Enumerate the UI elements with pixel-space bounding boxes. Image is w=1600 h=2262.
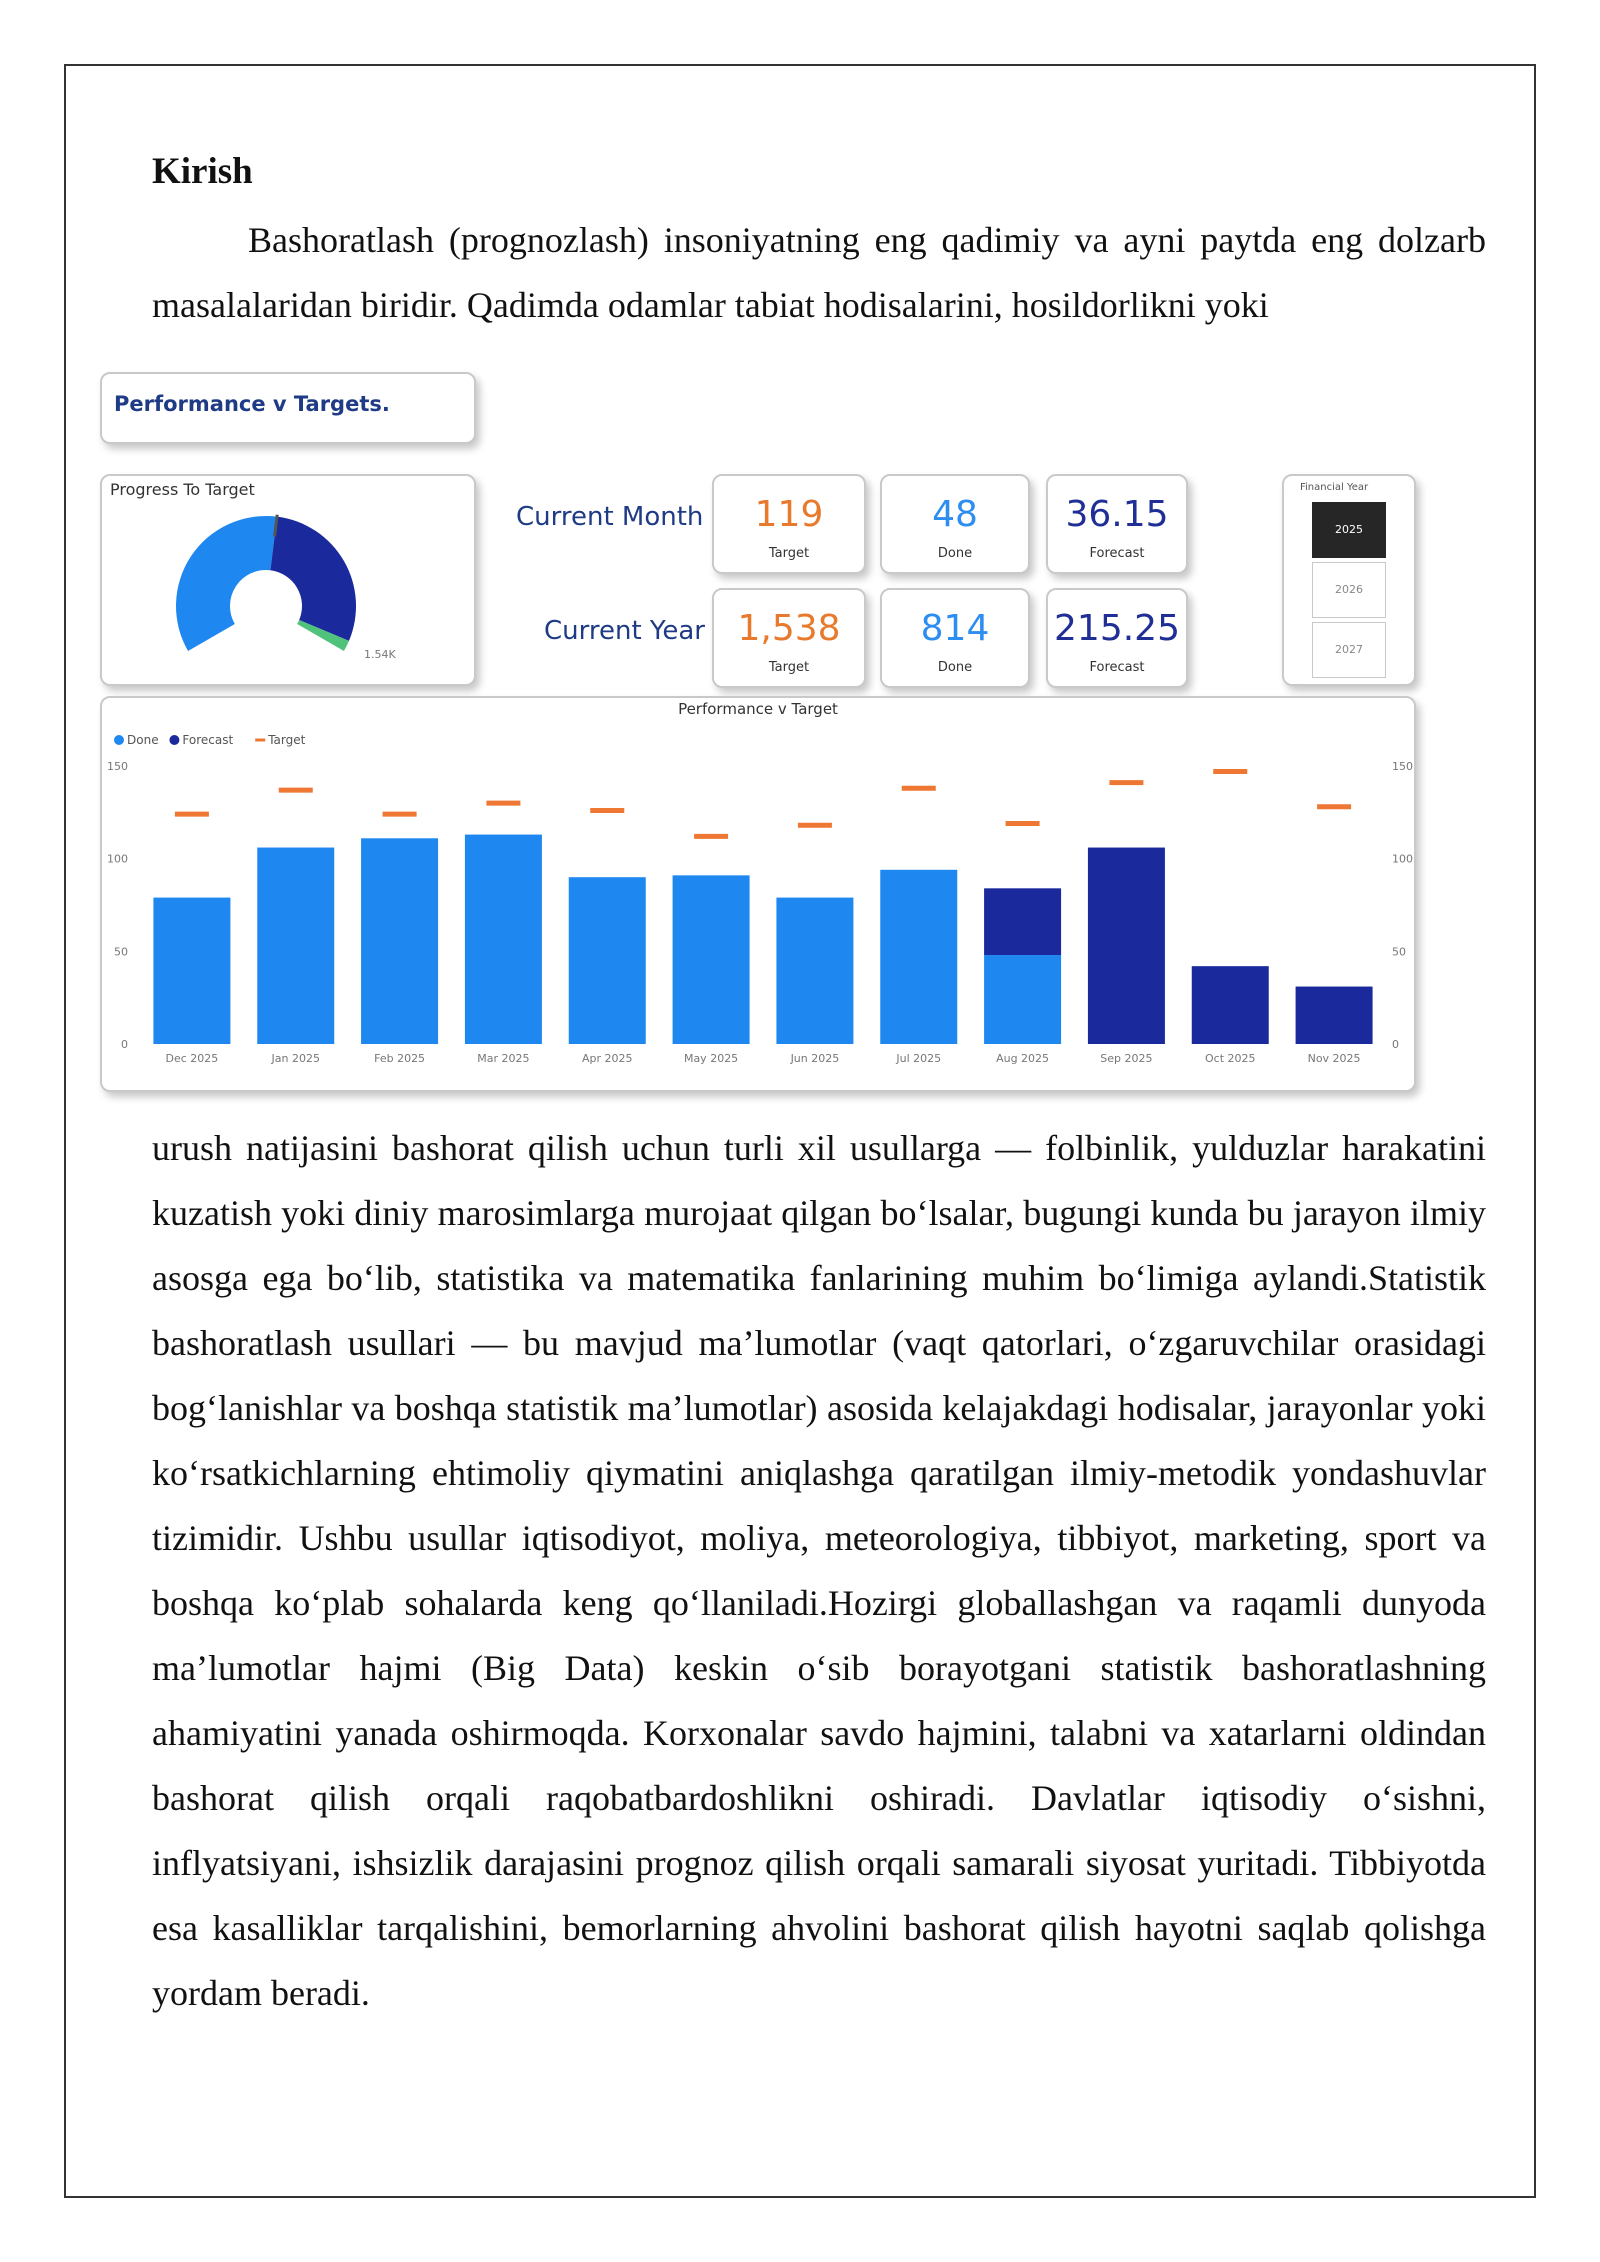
bar-done	[361, 838, 438, 1044]
section-heading: Kirish	[152, 151, 253, 192]
bar-done	[776, 898, 853, 1044]
x-tick-label: Dec 2025	[165, 1052, 219, 1065]
year-forecast-label: Forecast	[1089, 660, 1145, 675]
y-tick-label: 0	[121, 1038, 128, 1051]
year-forecast-value: 215.25	[1054, 608, 1180, 649]
month-forecast-label: Forecast	[1089, 546, 1145, 561]
dashboard-image	[96, 366, 1432, 1096]
y-tick-label: 50	[114, 945, 128, 959]
bar-done	[257, 848, 334, 1044]
performance-chart	[102, 698, 1414, 1090]
x-tick-label: Jun 2025	[790, 1052, 840, 1065]
legend-marker	[114, 735, 124, 745]
bar-forecast	[1088, 848, 1165, 1044]
financial-year-slicer	[1282, 474, 1416, 686]
year-target-label: Target	[768, 660, 810, 675]
bar-done	[153, 898, 230, 1044]
y-tick-label: 150	[107, 760, 128, 773]
x-tick-label: Jan 2025	[271, 1052, 320, 1065]
x-tick-label: Sep 2025	[1100, 1052, 1153, 1065]
gauge-title: Progress To Target	[110, 480, 255, 499]
month-target-label: Target	[768, 546, 810, 561]
month-forecast-value: 36.15	[1065, 494, 1169, 535]
fy-option-2026[interactable]: 2026	[1312, 562, 1386, 618]
month-target-card	[712, 474, 866, 574]
bar-done	[569, 877, 646, 1044]
progress-gauge-card	[100, 474, 476, 686]
fy-option-2025[interactable]: 2025	[1312, 502, 1386, 558]
performance-chart-card	[100, 696, 1416, 1092]
bar-done	[880, 870, 957, 1044]
year-target-card	[712, 588, 866, 688]
month-done-card	[880, 474, 1030, 574]
fy-option-2027[interactable]: 2027	[1312, 622, 1386, 678]
gauge-forecast-arc	[270, 517, 356, 641]
current-month-label: Current Month	[516, 502, 704, 532]
legend-label: Target	[268, 733, 306, 747]
bar-done	[984, 955, 1061, 1044]
progress-gauge	[102, 476, 474, 684]
legend-label: Forecast	[182, 733, 234, 747]
bar-forecast	[984, 888, 1061, 955]
y-tick-label-right: 100	[1392, 852, 1413, 866]
y-tick-label: 100	[107, 852, 128, 866]
month-target-value: 119	[754, 494, 824, 535]
bar-forecast	[1296, 987, 1373, 1044]
x-tick-label: May 2025	[683, 1052, 739, 1065]
year-done-label: Done	[937, 660, 973, 675]
bar-done	[673, 875, 750, 1044]
x-tick-label: Jul 2025	[896, 1052, 942, 1065]
x-tick-label: Aug 2025	[996, 1052, 1050, 1065]
year-forecast-card	[1046, 588, 1188, 688]
gauge-done-arc	[176, 516, 277, 651]
x-tick-label: Apr 2025	[581, 1052, 633, 1065]
month-done-value: 48	[932, 494, 978, 535]
x-tick-label: Oct 2025	[1204, 1052, 1256, 1065]
financial-year-title: Financial Year	[1300, 482, 1369, 493]
body-paragraph: urush natijasini bashorat qilish uchun turli xil usullarga — folbinlik, yulduzlar harakatini kuzatish yoki diniy marosimlarga murojaat qilgan bo‘lsalar, bugungi kunda bu jarayon ilmiy asosga ega bo‘lib, statistika va matematika fanlarining muhim bo‘limiga aylandi.Statistik bashoratlash usullari — bu mavjud ma’lumotlar (vaqt qatorlari, o‘zgaruvchilar orasidagi bog‘lanishlar va boshqa statistik ma’lumotlar) asosida kelajakdagi hodisalar, jarayonlar yoki ko‘rsatkichlarning ehtimoliy qiymatini aniqlashga qaratilgan ilmiy-metodik yondashuvlar tizimidir. Ushbu usullar iqtisodiyot, moliya, meteorologiya, tibbiyot, marketing, sport va boshqa ko‘plab sohalarda keng qo‘llaniladi.Hozirgi globallashgan va raqamli dunyoda ma’lumotlar hajmi (Big Data) keskin o‘sib borayotgani statistik bashoratlashning ahamiyatini yanada oshirmoqda. Korxonalar savdo hajmini, talabni va xatarlarni oldindan bashorat qilish orqali raqobatbardoshlikni oshiradi. Davlatlar iqtisodiy o‘sishni, inflyatsiyani, ishsizlik darajasini prognoz qilish orqali samarali siyosat yuritadi. Tibbiyotda esa kasalliklar tarqalishini, bemorlarning ahvolini bashorat qilish hayotni saqlab qolishga yordam beradi.	[152, 1128, 1486, 2013]
x-tick-label: Mar 2025	[477, 1052, 530, 1065]
dashboard-title: Performance v Targets.	[114, 392, 390, 416]
chart-title: Performance v Target	[678, 700, 838, 718]
month-forecast-card	[1046, 474, 1188, 574]
y-tick-label-right: 0	[1392, 1038, 1399, 1051]
year-target-value: 1,538	[737, 608, 841, 649]
y-tick-label-right: 50	[1392, 945, 1406, 959]
bar-done	[465, 835, 542, 1044]
month-done-label: Done	[937, 546, 973, 561]
gauge-max-label: 1.54K	[364, 648, 396, 661]
legend-label: Done	[127, 733, 159, 747]
current-year-label: Current Year	[544, 616, 705, 646]
x-tick-label: Nov 2025	[1307, 1052, 1361, 1065]
y-tick-label-right: 150	[1392, 760, 1413, 773]
x-tick-label: Feb 2025	[374, 1052, 426, 1065]
dashboard-title-card	[100, 372, 476, 444]
legend-marker	[169, 735, 179, 745]
year-done-value: 814	[920, 608, 990, 649]
year-done-card	[880, 588, 1030, 688]
intro-paragraph: Bashoratlash (prognozlash) insoniyatning eng qadimiy va ayni paytda eng dolzarb masalalaridan biridir. Qadimda odamlar tabiat hodisalarini, hosildorlikni yoki	[152, 220, 1486, 325]
bar-forecast	[1192, 966, 1269, 1044]
